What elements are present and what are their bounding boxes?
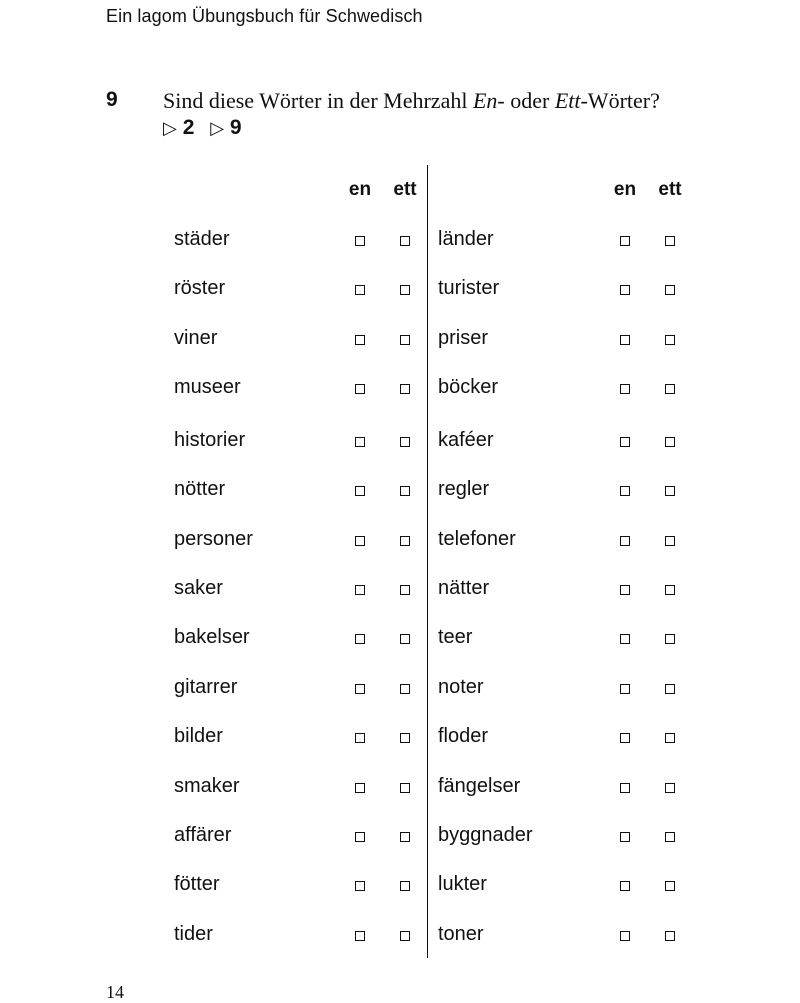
- word-row-right: [438, 676, 683, 704]
- plural-word: viner: [174, 327, 218, 349]
- checkbox-ett[interactable]: [400, 881, 410, 891]
- plural-word: smaker: [174, 775, 240, 797]
- word-row-right: [438, 824, 683, 852]
- checkbox-ett[interactable]: [400, 733, 410, 743]
- instruction-text-end: -Wörter?: [580, 88, 660, 113]
- word-row-right: [438, 478, 683, 506]
- checkbox-ett[interactable]: [665, 733, 675, 743]
- checkbox-en[interactable]: [620, 684, 630, 694]
- checkbox-ett[interactable]: [665, 684, 675, 694]
- column-header-en-left: en: [348, 179, 372, 200]
- word-row-left: [174, 429, 414, 457]
- plural-word: toner: [438, 923, 484, 945]
- plural-word: bilder: [174, 725, 223, 747]
- checkbox-en[interactable]: [620, 733, 630, 743]
- plural-word: gitarrer: [174, 676, 238, 698]
- checkbox-ett[interactable]: [665, 634, 675, 644]
- checkbox-en[interactable]: [355, 733, 365, 743]
- plural-word: personer: [174, 528, 253, 550]
- checkbox-ett[interactable]: [400, 236, 410, 246]
- checkbox-en[interactable]: [355, 437, 365, 447]
- instruction-en-term: En-: [472, 88, 505, 113]
- page-number: 14: [106, 982, 124, 1002]
- word-row-left: [174, 577, 414, 605]
- checkbox-en[interactable]: [355, 384, 365, 394]
- checkbox-ett[interactable]: [665, 236, 675, 246]
- word-row-left: [174, 923, 414, 951]
- checkbox-en[interactable]: [620, 437, 630, 447]
- plural-word: länder: [438, 228, 494, 250]
- checkbox-en[interactable]: [355, 536, 365, 546]
- checkbox-en[interactable]: [355, 634, 365, 644]
- checkbox-ett[interactable]: [665, 585, 675, 595]
- word-row-right: [438, 228, 683, 256]
- checkbox-en[interactable]: [355, 881, 365, 891]
- checkbox-ett[interactable]: [400, 832, 410, 842]
- plural-word: bakelser: [174, 626, 250, 648]
- column-header-en-right: en: [613, 179, 637, 200]
- cross-reference[interactable]: [163, 116, 200, 139]
- word-row-left: [174, 228, 414, 256]
- plural-word: regler: [438, 478, 490, 500]
- checkbox-ett[interactable]: [400, 536, 410, 546]
- checkbox-en[interactable]: [355, 285, 365, 295]
- plural-word: noter: [438, 676, 484, 698]
- checkbox-en[interactable]: [620, 236, 630, 246]
- plural-word: kaféer: [438, 429, 494, 451]
- word-row-left: [174, 376, 414, 404]
- column-header-ett-left: ett: [393, 179, 417, 200]
- checkbox-en[interactable]: [355, 335, 365, 345]
- checkbox-ett[interactable]: [665, 783, 675, 793]
- word-row-right: [438, 376, 683, 404]
- checkbox-ett[interactable]: [665, 486, 675, 496]
- checkbox-ett[interactable]: [400, 684, 410, 694]
- plural-word: nötter: [174, 478, 226, 500]
- column-header-ett-right: ett: [658, 179, 682, 200]
- book-title-header: Ein lagom Übungsbuch für Schwedisch: [106, 6, 423, 26]
- plural-word: historier: [174, 429, 246, 451]
- checkbox-ett[interactable]: [400, 384, 410, 394]
- instruction-ett-term: Ett: [554, 88, 581, 113]
- checkbox-ett[interactable]: [665, 335, 675, 345]
- checkbox-en[interactable]: [355, 832, 365, 842]
- plural-word: röster: [174, 277, 226, 299]
- checkbox-en[interactable]: [620, 634, 630, 644]
- plural-word: fängelser: [438, 775, 521, 797]
- instruction-text-start: Sind diese Wörter in der Mehrzahl: [163, 88, 473, 113]
- plural-word: floder: [438, 725, 489, 747]
- checkbox-en[interactable]: [620, 335, 630, 345]
- plural-word: priser: [438, 327, 489, 349]
- checkbox-en[interactable]: [620, 486, 630, 496]
- checkbox-ett[interactable]: [400, 335, 410, 345]
- plural-word: fötter: [174, 873, 220, 895]
- exercise-number: 9: [106, 88, 118, 111]
- word-row-right: [438, 725, 683, 753]
- checkbox-ett[interactable]: [665, 832, 675, 842]
- checkbox-ett[interactable]: [400, 931, 410, 941]
- reference-number: 2: [182, 116, 195, 139]
- checkbox-en[interactable]: [355, 783, 365, 793]
- cross-references: [163, 116, 252, 140]
- word-row-left: [174, 277, 414, 305]
- word-row-left: [174, 725, 414, 753]
- cross-reference[interactable]: [210, 116, 241, 139]
- checkbox-en[interactable]: [620, 832, 630, 842]
- plural-word: affärer: [174, 824, 232, 846]
- plural-word: byggnader: [438, 824, 533, 846]
- checkbox-ett[interactable]: [665, 931, 675, 941]
- checkbox-en[interactable]: [620, 384, 630, 394]
- plural-word: nätter: [438, 577, 490, 599]
- triangle-right-icon: ▷: [163, 118, 177, 138]
- word-row-right: [438, 873, 683, 901]
- checkbox-en[interactable]: [355, 684, 365, 694]
- word-row-right: [438, 626, 683, 654]
- checkbox-ett[interactable]: [665, 384, 675, 394]
- word-row-left: [174, 775, 414, 803]
- checkbox-en[interactable]: [355, 931, 365, 941]
- reference-number: 9: [229, 116, 242, 139]
- word-row-left: [174, 478, 414, 506]
- plural-word: teer: [438, 626, 473, 648]
- word-row-left: [174, 676, 414, 704]
- checkbox-ett[interactable]: [400, 285, 410, 295]
- plural-word: turister: [438, 277, 500, 299]
- checkbox-en[interactable]: [620, 536, 630, 546]
- checkbox-ett[interactable]: [400, 585, 410, 595]
- triangle-right-icon: ▷: [210, 118, 225, 138]
- checkbox-ett[interactable]: [400, 783, 410, 793]
- word-row-right: [438, 327, 683, 355]
- checkbox-ett[interactable]: [665, 285, 675, 295]
- checkbox-en[interactable]: [355, 486, 365, 496]
- word-row-left: [174, 327, 414, 355]
- checkbox-en[interactable]: [355, 236, 365, 246]
- plural-word: lukter: [438, 873, 487, 895]
- plural-word: böcker: [438, 376, 499, 398]
- plural-word: museer: [174, 376, 241, 398]
- plural-word: telefoner: [438, 528, 516, 550]
- instruction-text-middle: oder: [504, 88, 555, 113]
- checkbox-en[interactable]: [355, 585, 365, 595]
- checkbox-en[interactable]: [620, 931, 630, 941]
- word-row-right: [438, 923, 683, 951]
- word-row-right: [438, 429, 683, 457]
- word-row-left: [174, 626, 414, 654]
- checkbox-en[interactable]: [620, 285, 630, 295]
- checkbox-ett[interactable]: [665, 437, 675, 447]
- checkbox-ett[interactable]: [400, 486, 410, 496]
- word-row-right: [438, 528, 683, 556]
- plural-word: tider: [174, 923, 213, 945]
- word-row-right: [438, 775, 683, 803]
- column-divider: [427, 165, 428, 958]
- checkbox-en[interactable]: [620, 585, 630, 595]
- checkbox-ett[interactable]: [400, 437, 410, 447]
- word-row-right: [438, 277, 683, 305]
- word-row-right: [438, 577, 683, 605]
- exercise-instruction: [163, 88, 660, 114]
- plural-word: städer: [174, 228, 230, 250]
- checkbox-ett[interactable]: [400, 634, 410, 644]
- checkbox-ett[interactable]: [665, 536, 675, 546]
- word-row-left: [174, 824, 414, 852]
- checkbox-en[interactable]: [620, 783, 630, 793]
- word-row-left: [174, 528, 414, 556]
- checkbox-en[interactable]: [620, 881, 630, 891]
- word-row-left: [174, 873, 414, 901]
- checkbox-ett[interactable]: [665, 881, 675, 891]
- plural-word: saker: [174, 577, 223, 599]
